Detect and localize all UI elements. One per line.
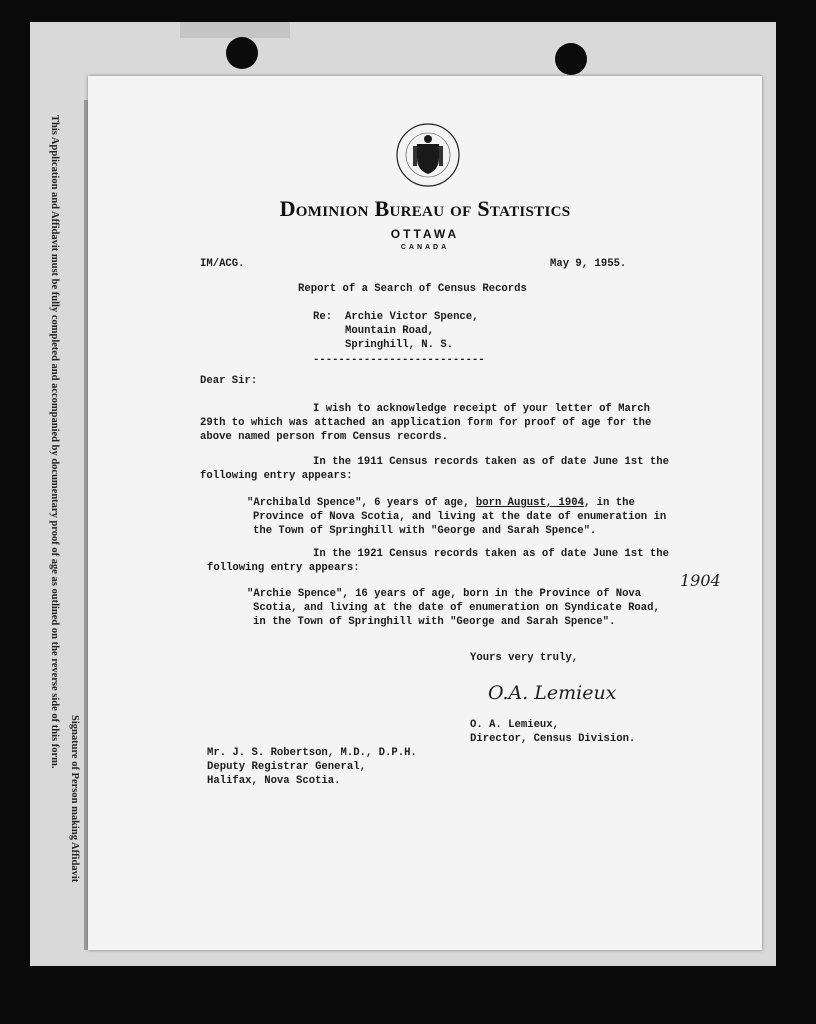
- birth-date-underlined: born August, 1904: [475, 497, 584, 509]
- handwritten-signature: O.A. Lemieux: [488, 682, 617, 704]
- quote-line: "Archie Spence", 16 years of age, born in the Province of Nova: [247, 588, 642, 600]
- quote-line: in the Town of Springhill with "George and Sarah Spence".: [253, 616, 616, 628]
- paragraph-line: above named person from Census records.: [200, 431, 448, 443]
- paragraph-line: following entry appears:: [200, 470, 353, 482]
- signer-name: O. A. Lemieux,: [470, 719, 560, 731]
- quote-text: , in the: [583, 497, 635, 509]
- form-instruction-text: This Application and Affidavit must be fully completed and accompanied by documentary proof of age as outlined on the reverse side of this form.: [49, 115, 60, 769]
- signature-label: Signature of Person making Affidavit: [69, 715, 80, 883]
- paragraph-line: I wish to acknowledge receipt of your letter of March: [313, 403, 650, 415]
- quote-text: "Archibald Spence", 6 years of age,: [247, 497, 476, 509]
- signer-title: Director, Census Division.: [470, 733, 636, 745]
- re-label: Re:: [313, 311, 333, 323]
- re-line: Mountain Road,: [345, 325, 435, 337]
- quote-line: Scotia, and living at the date of enumeration on Syndicate Road,: [253, 602, 660, 614]
- punch-hole: [226, 37, 258, 69]
- letter-page: [88, 76, 762, 950]
- reference-code: IM/ACG.: [200, 258, 245, 270]
- re-line: Springhill, N. S.: [345, 339, 454, 351]
- recipient-line: Mr. J. S. Robertson, M.D., D.P.H.: [207, 747, 417, 759]
- punch-hole: [555, 43, 587, 75]
- letterhead-country: CANADA: [400, 244, 450, 251]
- letterhead-title: Dominion Bureau of Statistics: [279, 196, 571, 221]
- handwritten-year-note: 1904: [680, 571, 721, 590]
- divider-line: ---------------------------: [313, 354, 485, 366]
- recipient-line: Deputy Registrar General,: [207, 761, 366, 773]
- re-line: Archie Victor Spence,: [345, 311, 479, 323]
- quote-line: the Town of Springhill with "George and Sarah Spence".: [253, 525, 597, 537]
- letterhead-city: OTTAWA: [390, 227, 460, 241]
- quote-line: Province of Nova Scotia, and living at the date of enumeration in: [253, 511, 667, 523]
- letter-subject: Report of a Search of Census Records: [298, 283, 527, 295]
- paragraph-line: In the 1911 Census records taken as of date June 1st the: [313, 456, 670, 468]
- paragraph-line: 29th to which was attached an application form for proof of age for the: [200, 417, 652, 429]
- paragraph-line: In the 1921 Census records taken as of date June 1st the: [313, 548, 670, 560]
- paragraph-line: following entry appears:: [207, 562, 360, 574]
- quote-line: [247, 497, 635, 509]
- tape-strip: [180, 22, 290, 38]
- salutation: Dear Sir:: [200, 375, 258, 387]
- letter-date: May 9, 1955.: [550, 258, 627, 270]
- recipient-line: Halifax, Nova Scotia.: [207, 775, 341, 787]
- closing: Yours very truly,: [470, 652, 579, 664]
- department-seal-logo: [395, 122, 461, 188]
